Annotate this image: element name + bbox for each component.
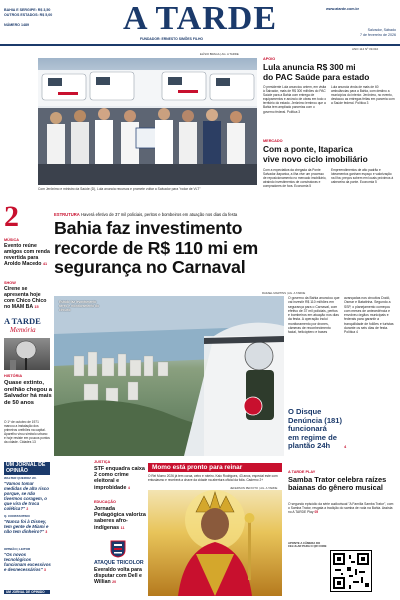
top-photo	[38, 58, 257, 185]
q2-quote	[4, 519, 52, 535]
ambulance-fleet-icon	[38, 58, 257, 185]
educacao-kicker: EDUCAÇÃO	[94, 500, 116, 504]
aerial-city-icon	[54, 296, 284, 456]
musica-text-body: Evento reúne amigos com renda revertida para Aroldo Macedo	[4, 243, 50, 267]
show-page: 15	[34, 305, 39, 309]
disque-title: O Disque Denúncia (181) funcionará em regime de plantão 24h	[288, 407, 343, 451]
educacao-title[interactable]	[94, 506, 146, 531]
ponte-col2: Empreendimentos de alto padrão e loteamentos ganham espaço e valorização na Ilha; preços sobem em locais próximos à cabeceira da ponte. Economia 5	[331, 168, 394, 185]
price-bahia: BAHIA E SERGIPE: R$ 3,50	[4, 8, 51, 12]
top-photo-caption: Com Jerônimo e ministro da Saúde (D), Lula anuncia recursos e promete voltar a Salvador para "rodar de VLT"	[38, 187, 201, 191]
musica-kicker: MÚSICA	[4, 238, 19, 242]
main-headline[interactable]: Bahia faz investimento recorde de R$ 110 mi em segurança no Carnaval	[54, 218, 258, 278]
ataque-page: 20	[112, 580, 117, 584]
musica-text[interactable]	[4, 243, 50, 267]
memoria-logo	[4, 317, 50, 337]
bahia-club-shield-icon	[110, 540, 126, 558]
q1-author: WALTER QUEIROZ JR.	[4, 476, 37, 480]
main-lede-text: Haverá efetivo de 37 mil policiais, peritos e bombeiros em atuação nos dias da festa	[81, 212, 238, 217]
masthead	[0, 0, 400, 52]
disque-box[interactable]	[288, 408, 396, 464]
q2-author: Q. CONSTANTINO	[4, 514, 30, 518]
orelhao-icon	[4, 338, 50, 370]
play-kicker: A TARDE PLAY	[288, 470, 316, 474]
play-text-body: O segundo episódio da série audiovisual "A Família Samba Trator", com o Samba Trator, resgata a tradição do samba de roda na Bahia. Assista no A TARDE Play	[288, 502, 394, 515]
ataque-text[interactable]	[94, 567, 148, 585]
main-photo-credit: RAFAEL MARTINS | AG. A TARDE	[262, 291, 306, 295]
year-line: ANO 114 Nº 39.010	[352, 47, 379, 51]
main-kicker: ESTRUTURA	[54, 212, 80, 217]
q1-page: 2	[26, 507, 29, 511]
educacao-title-text: Jornada Pedagógica valoriza saberes afro-indígenas	[94, 506, 146, 531]
q1-quote-text: "Vamos tomar medidas de alto risco porque, se não tivermos coragem, o que vira de troca colética?"	[4, 481, 49, 511]
historia-title[interactable]: Quase extinto, orelhão chegou a Salvador há mais de 50 anos	[4, 380, 52, 406]
top-photo-credit: ELÍSIO BRAGA | AG. A TARDE	[200, 52, 239, 56]
memoria-logo-title: A TARDE	[4, 316, 41, 326]
historia-kicker: HISTÓRIA	[4, 374, 23, 378]
play-page: 05	[314, 510, 319, 515]
justica-title[interactable]	[94, 466, 146, 491]
q3-quote-text: "Os novos tecnológicos funcionam excessivos e desnecessários"	[4, 552, 51, 572]
momo-photo-credit: JEFERSON PEIXOTO | AG. A TARDE	[230, 486, 278, 490]
qr-label: APONTE A CÂMERA DO CELULAR PARA O QR CODE	[288, 541, 327, 549]
main-photo	[54, 296, 284, 456]
opiniao-header: UM JORNAL DE OPINIÃO	[4, 462, 50, 475]
main-lede	[54, 212, 396, 217]
lula-col2: Lula anuncia vinda de mais de 60 ambulâncias para a Bahia, com destino a municípios do interior. Jerônimo, no evento, destacou as entregas feitas em parceria com a Saúde federal. Política 3	[331, 85, 395, 106]
lula-col1: O presidente Lula anunciou ontem, em visita à Salvador, mais de R$ 300 milhões do PAC Saúde para a Bahia com entrega de equipamentos e anúncio de obras em todo o território do estado. Jerônimo lembrou que a Bahia tem ampliado parcerias com o governo federal. Política 3	[263, 85, 327, 114]
ponte-kicker: MERCADO	[263, 139, 283, 143]
play-title[interactable]: Samba Trator celebra raízes baianas do gênero musical	[288, 475, 387, 493]
justica-kicker: JUSTIÇA	[94, 460, 111, 464]
musica-page: 41	[42, 262, 48, 266]
edition-number: NÚMERO 1489	[4, 23, 29, 27]
section-number: 2	[4, 200, 19, 233]
educacao-page: 11	[120, 525, 125, 530]
momo-text: O Rei Momo 2026 já tem coroa, cetro e roteiro. Kaio Rodrigues, 43 anos, especial este com entusiasmo e receberá a chave da cidade na abertura oficial da folia. Caderno 2+	[148, 474, 278, 482]
q2-page: 3	[45, 530, 48, 534]
memoria-logo-sub: Memória	[10, 326, 36, 334]
q2-quote-text: "Nunca foi à Disney, tem gente de Miami e não tem dinheiro?"	[4, 519, 49, 534]
ponte-headline[interactable]: Com a ponte, Itaparica vive novo ciclo imobiliário	[263, 144, 368, 164]
q3-page: 3	[43, 568, 46, 572]
founder-line: FUNDADOR: ERNESTO SIMÕES FILHO	[140, 37, 204, 41]
masthead-title: A TARDE	[122, 0, 278, 37]
site-url[interactable]: www.atarde.com.br	[326, 7, 360, 11]
show-kicker: SHOW	[4, 281, 16, 285]
main-text-column: O governo da Bahia anunciou que vai investir R$ 110 milhões em segurança para o Carnaval, com efetivo de 37 mil policiais, peritos e bombeiros em atuação nos dias da festa. A operação inclui monitoramento por drones, câmeras de reconhecimento facial, helicóptero e bases avançadas nos circuitos Dodô, Osmar e Batatinha. Segundo a SSP, o planejamento começou com meses de antecedência e envolveu órgãos municipais e federais para garantir a tranquilidade de foliões e turistas durante os seis dias de festa. Política 4	[288, 296, 394, 335]
justica-page: 4	[127, 485, 130, 490]
lula-kicker: APOIO	[263, 57, 276, 61]
qr-code-icon[interactable]	[330, 550, 372, 592]
ataque-text-body: Everaldo volta para disputar com Dell e Willian	[94, 567, 142, 585]
q3-author: OPINIÃO | LEITOR	[4, 547, 31, 551]
justica-title-text: STF enquadra caixa 2 como crime eleitoral e improbidade	[94, 466, 145, 491]
disque-page: 4	[344, 444, 347, 449]
lula-headline[interactable]: Lula anuncia R$ 300 mi do PAC Saúde para estado	[263, 62, 370, 82]
historia-text: O 1º de outubro de 1971 marcou a instalação dos primeiros orelhões na capital. Aparelho virou símbolo urbano e hoje resiste em poucos pontos da cidade. Cidades 13	[4, 420, 50, 444]
masthead-rule	[0, 44, 400, 46]
officials-group-icon	[38, 108, 257, 185]
main-photo-caption: Estado faz levantamento aéreo e monitoramento do circuito	[59, 300, 100, 312]
q3-quote	[4, 552, 52, 573]
momo-header[interactable]: Momo está pronto para reinar	[148, 463, 282, 472]
price-other: OUTROS ESTADOS: R$ 5,00	[4, 13, 53, 17]
momo-photo	[148, 490, 282, 596]
rei-momo-icon	[148, 490, 282, 596]
memoria-photo	[4, 338, 50, 370]
opiniao-footer: UM JORNAL DE OPINIÃO	[4, 590, 50, 594]
show-text-body: Cirene se apresenta hoje com Chico Chico no MAM BA	[4, 286, 47, 310]
play-text	[288, 502, 396, 515]
show-text[interactable]	[4, 286, 50, 310]
ponte-col1: Com a expectativa da chegada da Ponte Salvador-Itaparica, a ilha vive um processo de reposicionamento no mercado imobiliário, atraindo investimentos de construtoras e compradores de fora. Economia 5	[263, 168, 327, 189]
q1-quote	[4, 481, 52, 512]
date-line: Salvador, Sábado 7 de fevereiro de 2026	[360, 28, 396, 37]
ataque-title: ATAQUE TRICOLOR	[94, 560, 144, 566]
